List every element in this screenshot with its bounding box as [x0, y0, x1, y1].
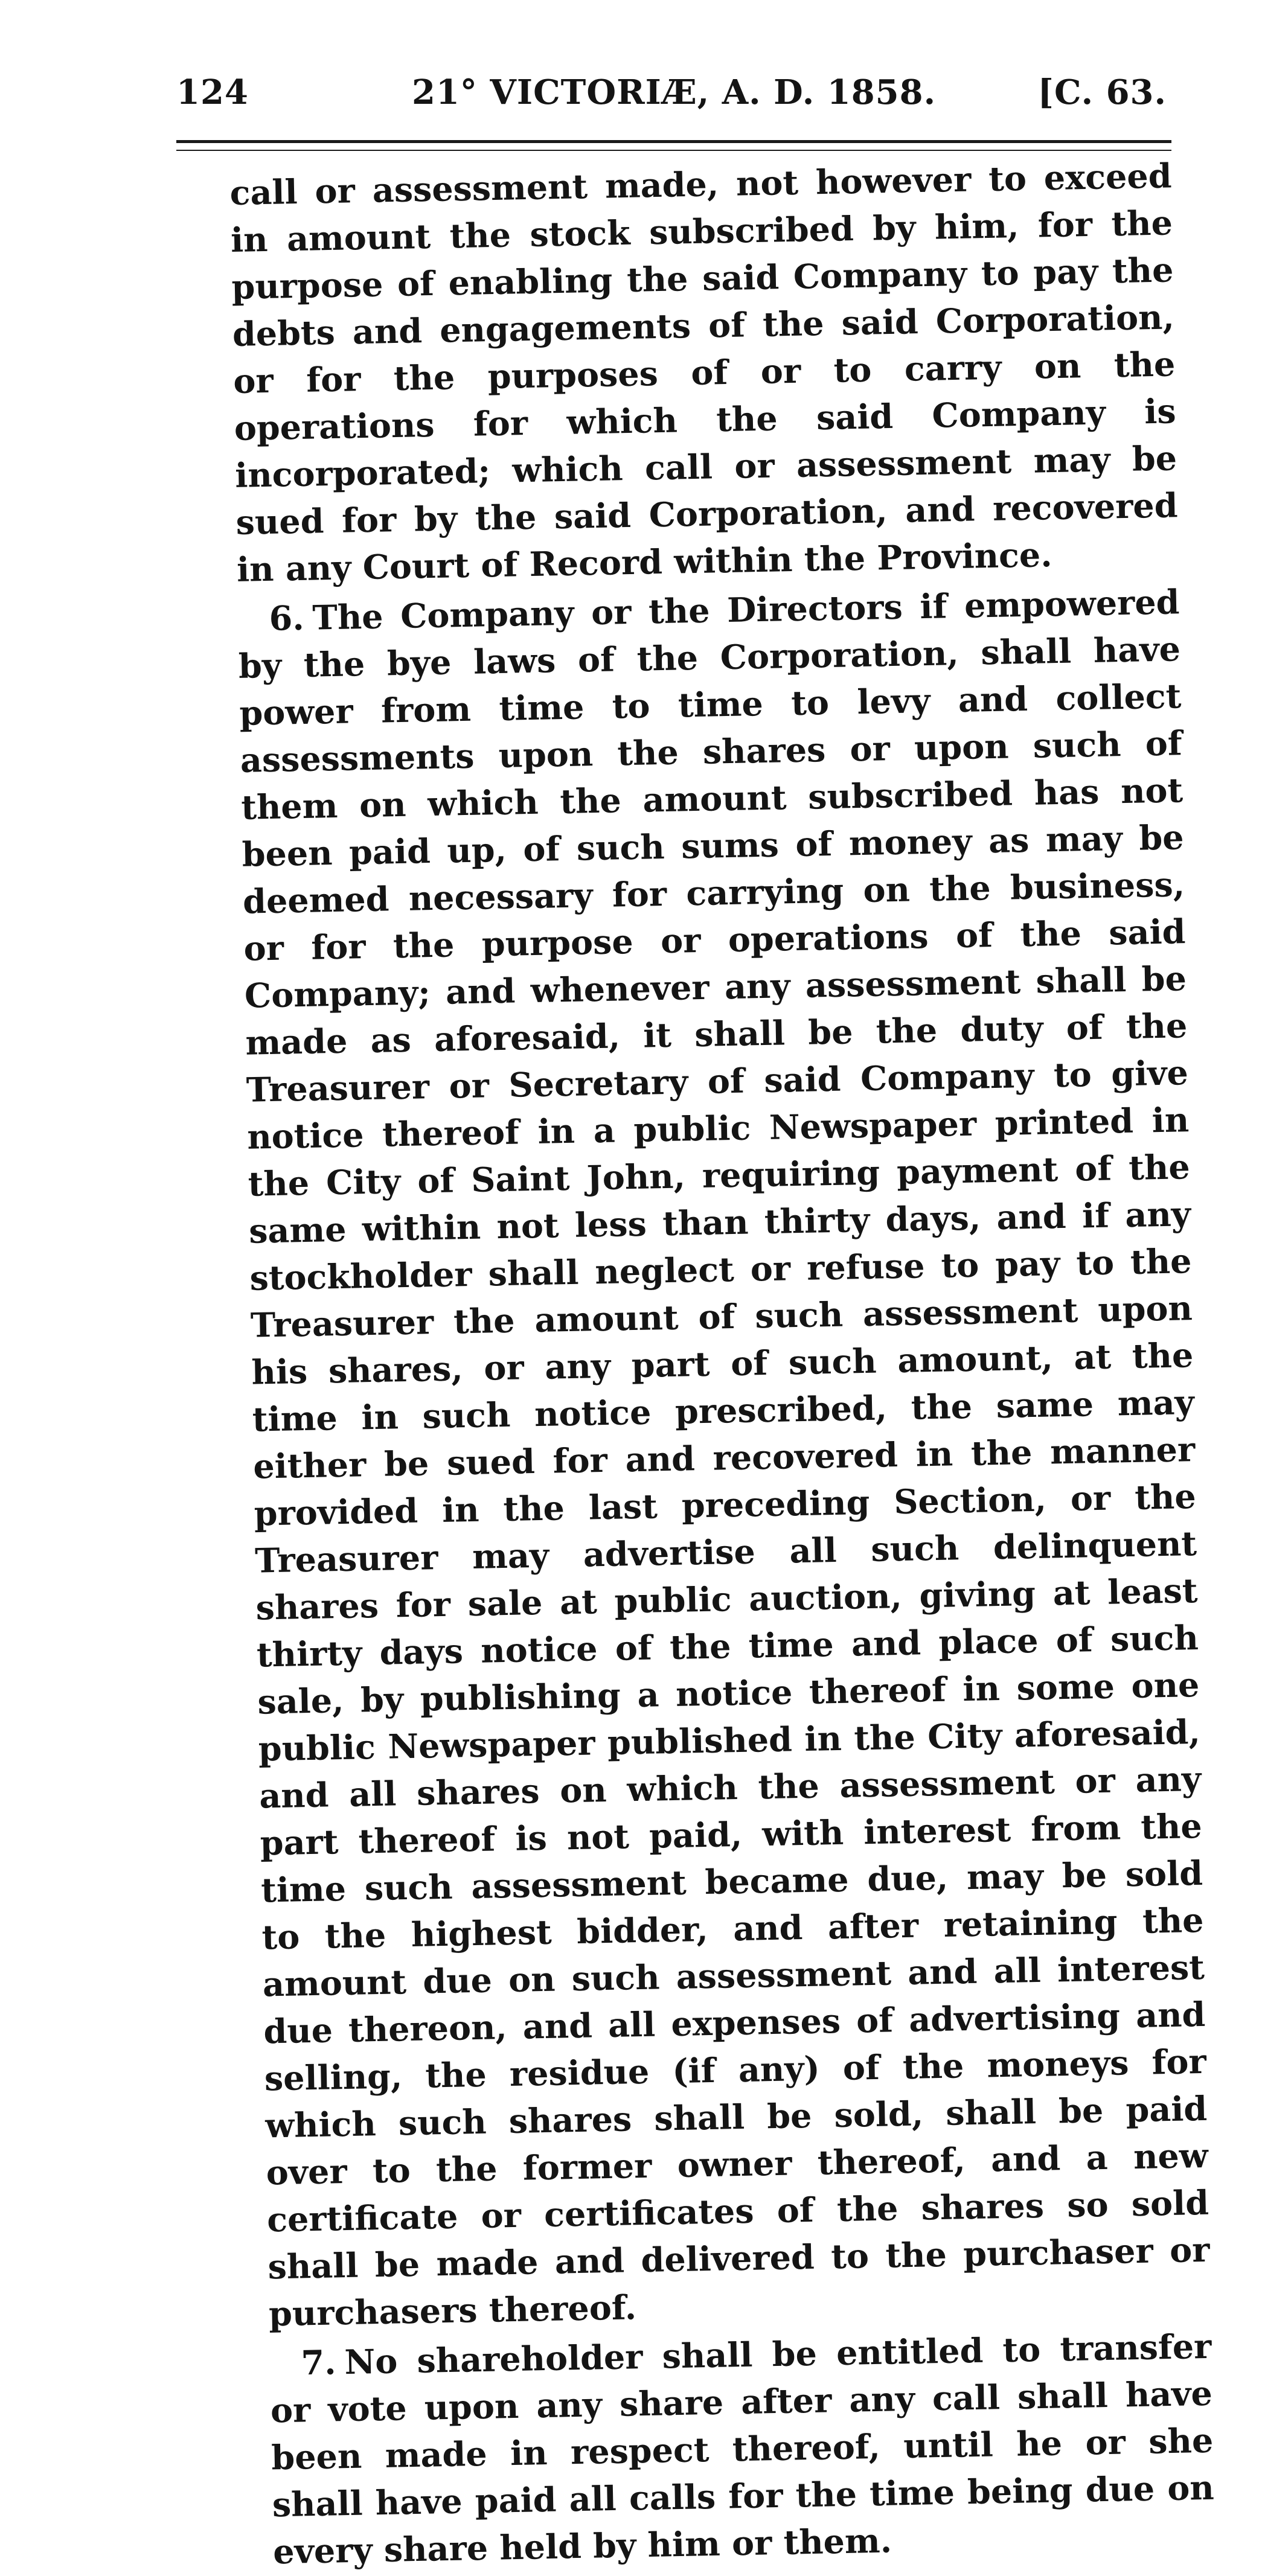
page-body	[229, 153, 1216, 2576]
section-7-text: No shareholder shall be entitled to transfer or vote upon any share after any call shall have been made in respect thereof, until he or she shall have paid all calls for the time being due on every share held by him or them.	[270, 2327, 1215, 2572]
section-6-number: 6.	[269, 598, 305, 639]
running-head	[176, 65, 1167, 120]
continuation-paragraph: call or assessment made, not however to exceed in amount the stock subscribed by him, for the purpose of enabling the said Company to pay the debts and engagements of the said Corporation, or for the purposes of or to carry on the operations for which the said Company is incorporated; which call or assessment may be sued for by the said Corporation, and recovered in any Court of Record within the Province.	[229, 156, 1179, 590]
section-7-paragraph	[269, 2324, 1216, 2576]
running-title: 21° VICTORIÆ, A. D. 1858.	[412, 72, 937, 112]
header-rule-thick	[176, 140, 1171, 143]
section-7-number: 7.	[300, 2343, 337, 2383]
section-6-paragraph	[237, 579, 1211, 2338]
section-6-text: The Company or the Directors if empowered by the bye laws of the Corporation, shall have power from time to time to levy and collect assessments upon the shares or upon such of them on which the amount subscribed has not been paid up, of such sums of money as may be deemed necessary for carrying on the business, or for the purpose or operations of the said Company; and whenever any assessment shall be made as aforesaid, it shall be the duty of the Treasurer or Secretary of said Company to give notice thereof in a public Newspaper printed in the City of Saint John, requiring payment of the same within not less than thirty days, and if any stockholder shall neglect or refuse to pay to the Treasurer the amount of such assessment upon his shares, or any part of such amount, at the time in such notice prescribed, the same may either be sued for and recovered in the manner provided in the last preceding Section, or the Treasurer may advertise all such delinquent shares for sale at public auction, giving at least thirty days notice of the time and place of such sale, by publishing a notice thereof in some one public Newspaper published in the City aforesaid, and all shares on which the assessment or any part thereof is not paid, with interest from the time such assessment became due, may be sold to the highest bidder, and after retaining the amount due on such assessment and all interest due thereon, and all expenses of advertising and selling, the residue (if any) of the moneys for which such shares shall be sold, shall be paid over to the former owner thereof, and a new certificate or certificates of the shares so sold shall be made and delivered to the purchaser or purchasers thereof.	[238, 583, 1211, 2335]
header-rule-thin	[176, 150, 1171, 151]
chapter-reference: [C. 63.	[1037, 72, 1167, 112]
page-number: 124	[176, 72, 249, 112]
